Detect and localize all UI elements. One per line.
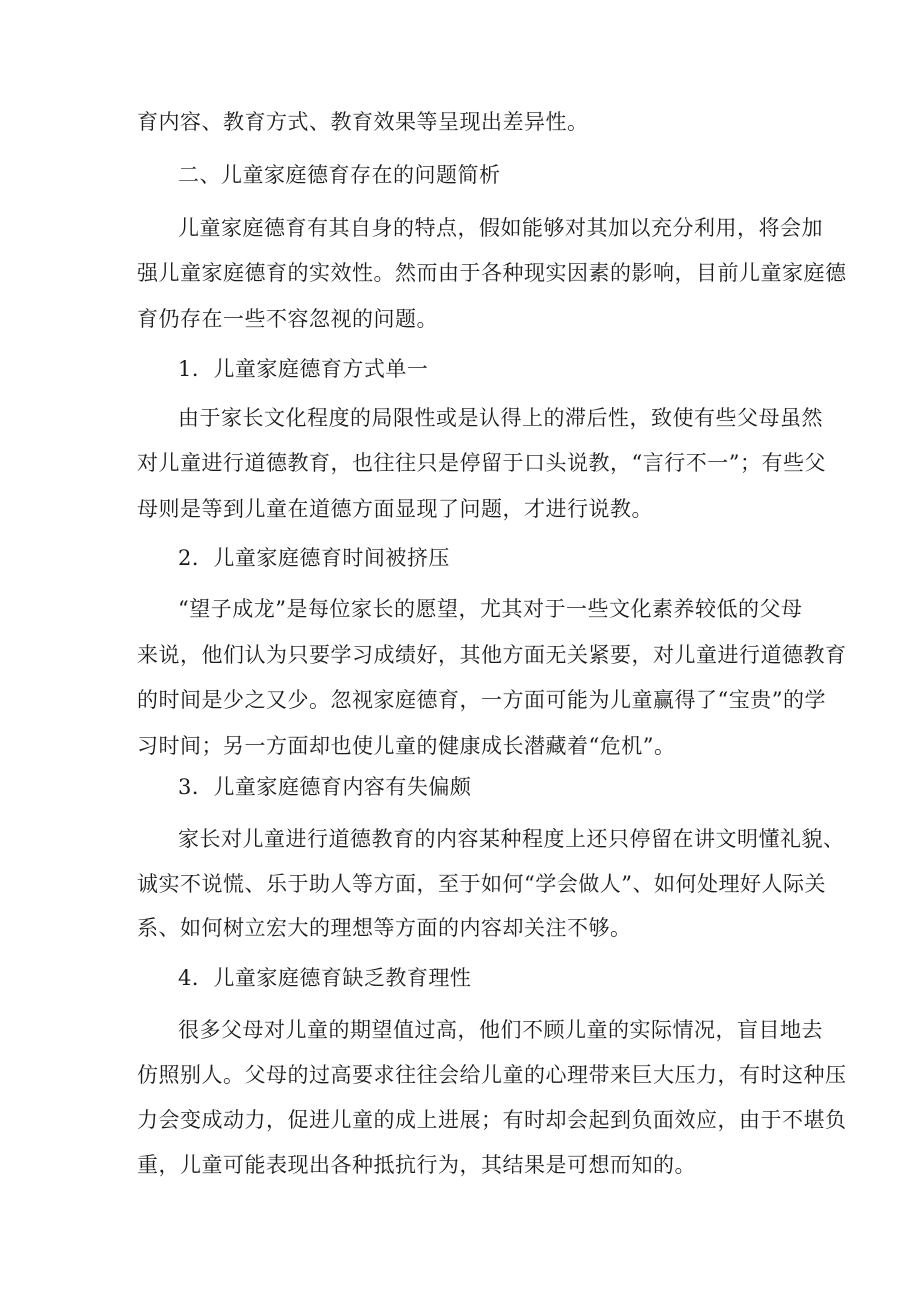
- text-line: 的时间是少之又少。忽视家庭德育，一方面可能为儿童赢得了“宝贵”的学: [137, 688, 826, 712]
- text-line: 育内容、教育方式、教育效果等呈现出差异性。: [137, 110, 589, 134]
- text-line: 系、如何树立宏大的理想等方面的内容却关注不够。: [137, 916, 632, 940]
- subsection-heading: 2．儿童家庭德育时间被挤压: [178, 546, 450, 570]
- text-line: 仿照别人。父母的过高要求往往会给儿童的心理带来巨大压力，有时这种压: [137, 1063, 847, 1087]
- subsection-heading: 3．儿童家庭德育内容有失偏颇: [178, 775, 472, 799]
- text-line: 习时间；另一方面却也使儿童的健康成长潜藏着“危机”。: [137, 734, 676, 758]
- text-line: 诚实不说慌、乐于助人等方面，至于如何“学会做人”、如何处理好人际关: [137, 872, 826, 896]
- subsection-heading: 4．儿童家庭德育缺乏教育理性: [178, 966, 472, 990]
- text-line: 母则是等到儿童在道德方面显现了问题，才进行说教。: [137, 497, 653, 521]
- section-heading: 二、儿童家庭德育存在的问题简析: [178, 163, 501, 187]
- text-line: 力会变成动力，促进儿童的成上进展；有时却会起到负面效应，由于不堪负: [137, 1108, 847, 1132]
- text-line: 很多父母对儿童的期望值过高，他们不顾儿童的实际情况，盲目地去: [178, 1018, 823, 1042]
- text-line: 重，儿童可能表现出各种抵抗行为，其结果是可想而知的。: [137, 1153, 696, 1177]
- text-line: “望子成龙”是每位家长的愿望，尤其对于一些文化素养较低的父母: [178, 597, 803, 621]
- text-line: 强儿童家庭德育的实效性。然而由于各种现实因素的影响，目前儿童家庭德: [137, 261, 847, 285]
- text-line: 来说，他们认为只要学习成绩好，其他方面无关紧要，对儿童进行道德教育: [137, 643, 847, 667]
- subsection-heading: 1．儿童家庭德育方式单一: [178, 357, 429, 381]
- text-line: 育仍存在一些不容忽视的问题。: [137, 307, 438, 331]
- text-line: 儿童家庭德育有其自身的特点，假如能够对其加以充分利用，将会加: [178, 216, 823, 240]
- text-line: 对儿童进行道德教育，也往往只是停留于口头说教，“言行不一”；有些父: [137, 451, 826, 475]
- text-line: 家长对儿童进行道德教育的内容某种程度上还只停留在讲文明懂礼貌、: [178, 827, 845, 851]
- text-line: 由于家长文化程度的局限性或是认得上的滞后性，致使有些父母虽然: [178, 406, 823, 430]
